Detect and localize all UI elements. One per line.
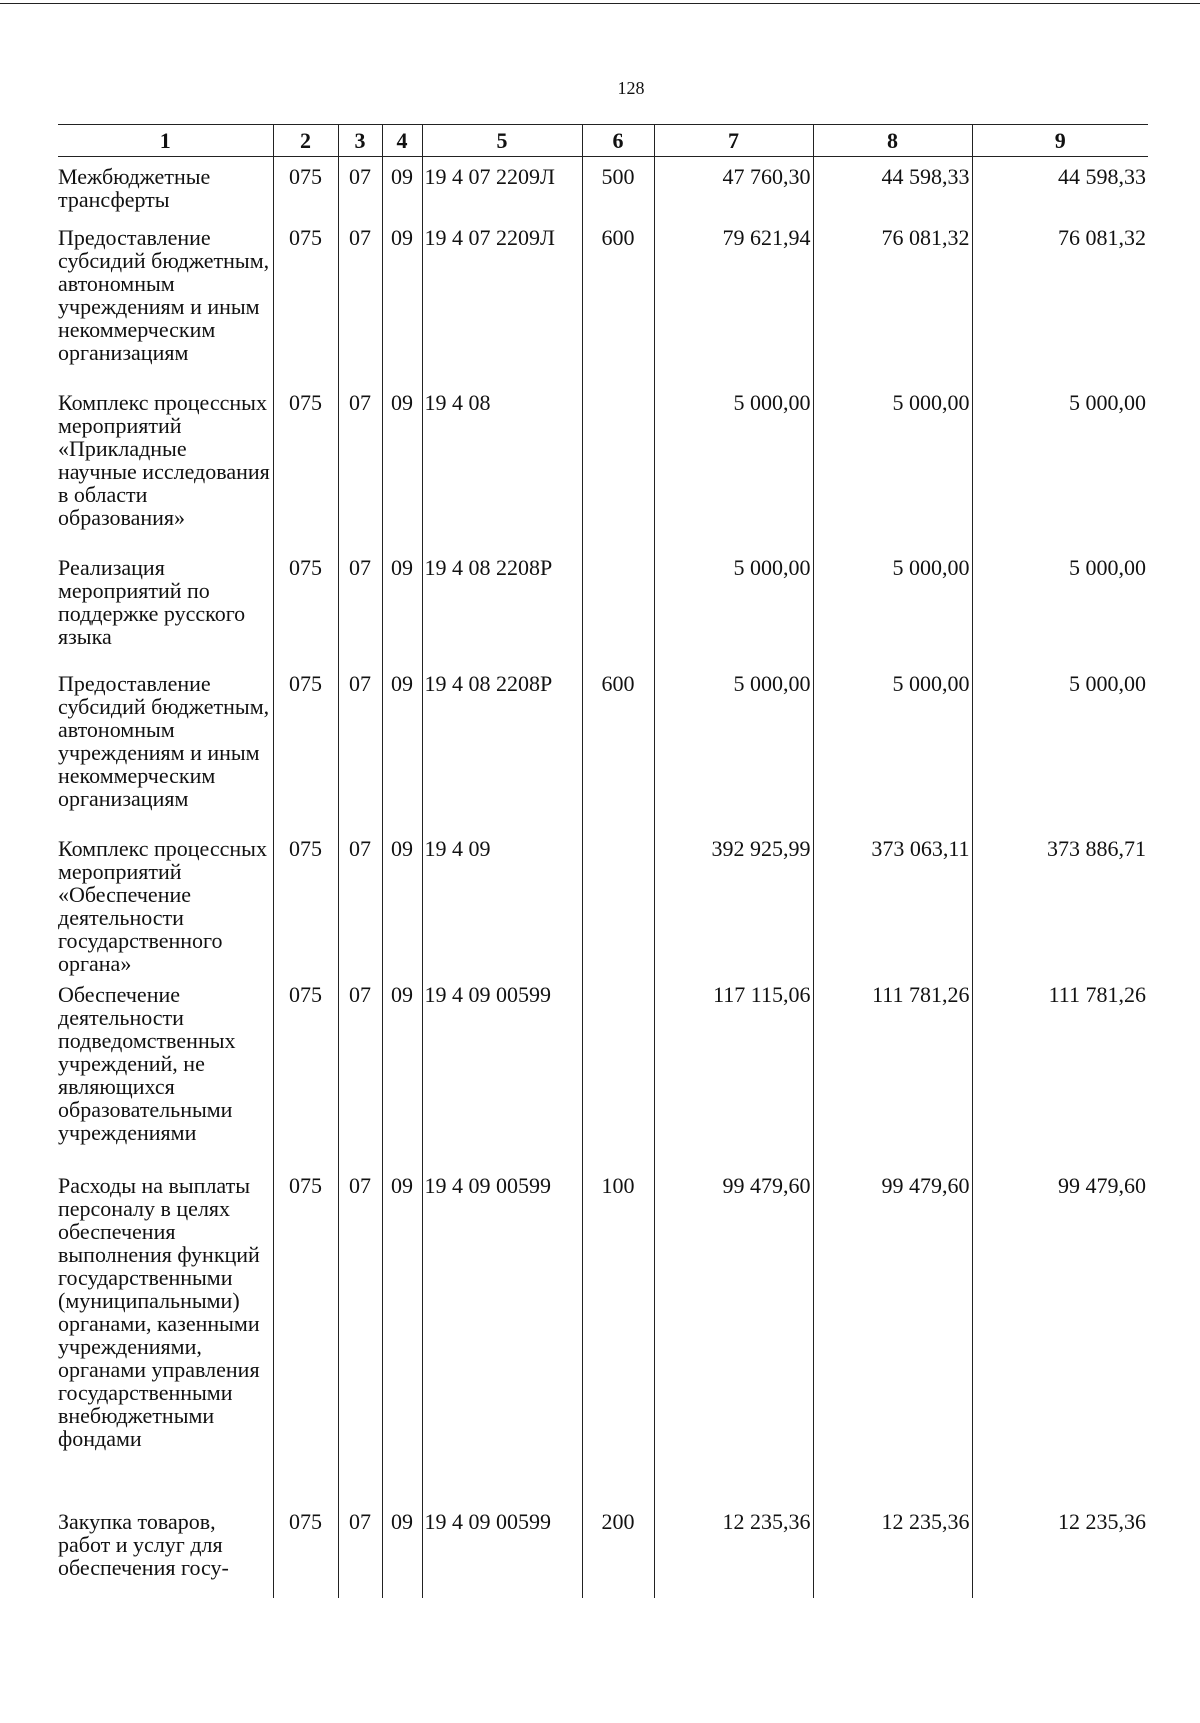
row-col8: 5 000,00 (813, 383, 972, 548)
row-col7: 392 925,99 (654, 829, 813, 975)
row-col7: 117 115,06 (654, 975, 813, 1166)
row-col7: 79 621,94 (654, 218, 813, 383)
row-col3: 07 (338, 664, 382, 829)
table-row (58, 548, 1148, 664)
header-cell: 3 (338, 125, 382, 157)
table-row (58, 218, 1148, 383)
top-rule (0, 3, 1200, 4)
row-col2: 075 (273, 157, 338, 218)
row-col5: 19 4 07 2209Л (422, 157, 582, 218)
row-name: Межбюджетные трансферты (58, 164, 211, 212)
row-col4: 09 (382, 218, 422, 383)
row-col6: 200 (582, 1502, 654, 1598)
header-cell: 7 (654, 125, 813, 157)
row-col7: 12 235,36 (654, 1502, 813, 1598)
row-col9: 99 479,60 (972, 1166, 1148, 1502)
row-col8: 111 781,26 (813, 975, 972, 1166)
row-col8: 12 235,36 (813, 1502, 972, 1598)
row-col6: 500 (582, 157, 654, 218)
row-col4: 09 (382, 829, 422, 975)
row-col6: 600 (582, 218, 654, 383)
row-col4: 09 (382, 383, 422, 548)
row-col9: 76 081,32 (972, 218, 1148, 383)
row-col7: 47 760,30 (654, 157, 813, 218)
row-col8: 373 063,11 (813, 829, 972, 975)
row-name: Обеспечение деятельности подведомственных учреждений, не являющихся образовательными учреждениями (58, 981, 236, 1145)
row-col3: 07 (338, 548, 382, 664)
row-col9: 5 000,00 (972, 548, 1148, 664)
row-name: Расходы на выплаты персоналу в целях обеспечения выполнения функций государственными (муниципальными) органами, казенными учреждениями, органами управления государственными внебюджетными фондами (58, 1172, 260, 1451)
row-col9: 111 781,26 (972, 975, 1148, 1166)
row-col4: 09 (382, 157, 422, 218)
row-col7: 5 000,00 (654, 383, 813, 548)
row-col5: 19 4 08 2208Р (422, 664, 582, 829)
row-col5: 19 4 09 00599 (422, 1166, 582, 1502)
row-col3: 07 (338, 157, 382, 218)
row-col4: 09 (382, 1166, 422, 1502)
header-cell: 9 (972, 125, 1148, 157)
table-row (58, 829, 1148, 975)
row-col2: 075 (273, 383, 338, 548)
row-col4: 09 (382, 1502, 422, 1598)
page-number: 128 (617, 78, 645, 98)
row-col3: 07 (338, 1166, 382, 1502)
row-col6 (582, 829, 654, 975)
row-col7: 5 000,00 (654, 548, 813, 664)
row-col3: 07 (338, 1502, 382, 1598)
table-row (58, 975, 1148, 1166)
row-name: Предоставление субсидий бюджетным, автономным учреждениям и иным некоммерческим организациям (58, 670, 270, 811)
row-col5: 19 4 09 00599 (422, 975, 582, 1166)
row-col5: 19 4 09 (422, 829, 582, 975)
row-col9: 373 886,71 (972, 829, 1148, 975)
row-col2: 075 (273, 664, 338, 829)
row-name: Предоставление субсидий бюджетным, автономным учреждениям и иным некоммерческим организациям (58, 224, 270, 365)
row-col6 (582, 548, 654, 664)
row-col3: 07 (338, 975, 382, 1166)
row-col5: 19 4 09 00599 (422, 1502, 582, 1598)
row-col2: 075 (273, 548, 338, 664)
row-col2: 075 (273, 829, 338, 975)
row-col6: 600 (582, 664, 654, 829)
table-row (58, 1502, 1148, 1598)
row-col8: 5 000,00 (813, 664, 972, 829)
row-col7: 5 000,00 (654, 664, 813, 829)
budget-table (58, 124, 1148, 1598)
header-cell: 1 (58, 125, 273, 157)
row-col2: 075 (273, 1502, 338, 1598)
header-cell: 8 (813, 125, 972, 157)
row-col4: 09 (382, 664, 422, 829)
row-col8: 76 081,32 (813, 218, 972, 383)
row-col5: 19 4 07 2209Л (422, 218, 582, 383)
row-col9: 12 235,36 (972, 1502, 1148, 1598)
row-col5: 19 4 08 2208Р (422, 548, 582, 664)
row-col3: 07 (338, 829, 382, 975)
row-col4: 09 (382, 548, 422, 664)
row-col8: 99 479,60 (813, 1166, 972, 1502)
header-cell: 4 (382, 125, 422, 157)
row-col8: 44 598,33 (813, 157, 972, 218)
row-col6 (582, 975, 654, 1166)
header-cell: 2 (273, 125, 338, 157)
header-cell: 6 (582, 125, 654, 157)
row-col9: 5 000,00 (972, 664, 1148, 829)
row-name: Комплекс процессных мероприятий «Прикладные научные исследования в области образования» (58, 389, 270, 530)
row-col3: 07 (338, 383, 382, 548)
row-name: Комплекс процессных мероприятий «Обеспечение деятельности государственного органа» (58, 835, 267, 976)
row-col5: 19 4 08 (422, 383, 582, 548)
header-cell: 5 (422, 125, 582, 157)
row-col6: 100 (582, 1166, 654, 1502)
row-col6 (582, 383, 654, 548)
row-col4: 09 (382, 975, 422, 1166)
header-row (58, 125, 1148, 157)
row-name: Реализация мероприятий по поддержке русского языка (58, 554, 246, 649)
row-col9: 5 000,00 (972, 383, 1148, 548)
table-row (58, 664, 1148, 829)
row-col8: 5 000,00 (813, 548, 972, 664)
row-col2: 075 (273, 218, 338, 383)
row-col7: 99 479,60 (654, 1166, 813, 1502)
row-col9: 44 598,33 (972, 157, 1148, 218)
row-col2: 075 (273, 975, 338, 1166)
row-col3: 07 (338, 218, 382, 383)
table-row (58, 1166, 1148, 1502)
table-row (58, 157, 1148, 218)
row-col2: 075 (273, 1166, 338, 1502)
row-name: Закупка товаров, работ и услуг для обеспечения госу- (58, 1508, 229, 1580)
table-row (58, 383, 1148, 548)
